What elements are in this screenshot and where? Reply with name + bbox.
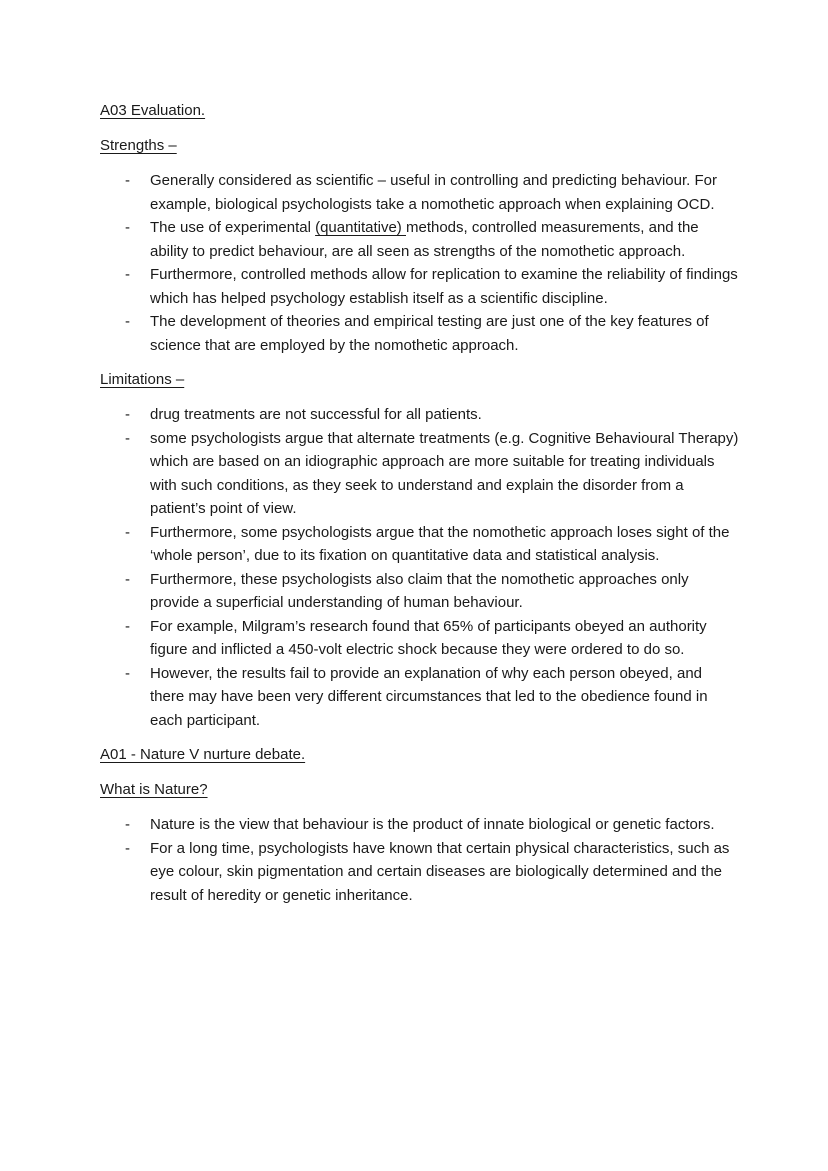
nature-list xyxy=(100,813,740,907)
list-item: - Nature is the view that behaviour is the product of innate biological or genetic factors. xyxy=(100,813,740,837)
heading-strengths: Strengths – xyxy=(100,137,177,154)
list-item: - Furthermore, some psychologists argue that the nomothetic approach loses sight of the ‘whole person’, due to its fixation on quantitative data and statistical analysis. xyxy=(100,521,740,568)
heading-a03-evaluation: A03 Evaluation. xyxy=(100,102,206,119)
limitations-list xyxy=(100,403,740,732)
strengths-list xyxy=(100,169,740,357)
list-item-text: The use of experimental xyxy=(150,219,316,236)
heading-limitations: Limitations – xyxy=(100,371,185,388)
spacer xyxy=(100,766,740,778)
list-item: - Generally considered as scientific – useful in controlling and predicting behaviour. For example, biological psychologists take a nomothetic approach when explaining OCD. xyxy=(100,169,740,216)
list-item-text: methods, controlled measurements, and the ability to predict behaviour, are all seen as strengths of the nomothetic approach. xyxy=(150,219,699,260)
spacer xyxy=(100,122,740,134)
list-item: - some psychologists argue that alternate treatments (e.g. Cognitive Behavioural Therapy) which are based on an idiographic approach are more suitable for treating individuals with such conditions, as they seek to understand and explain the disorder from a patient’s point of view. xyxy=(100,427,740,521)
list-item: - For example, Milgram’s research found that 65% of participants obeyed an authority figure and inflicted a 450-volt electric shock because they were ordered to do so. xyxy=(100,615,740,662)
heading-a01-nature-nurture: A01 - Nature V nurture debate. xyxy=(100,746,306,763)
underlined-term: (quantitative) xyxy=(315,219,406,236)
list-item: - drug treatments are not successful for all patients. xyxy=(100,403,740,427)
list-item: - However, the results fail to provide an explanation of why each person obeyed, and there may have been very different circumstances that led to the obedience found in each participant. xyxy=(100,662,740,733)
list-item: - Furthermore, controlled methods allow for replication to examine the reliability of findings which has helped psychology establish itself as a scientific discipline. xyxy=(100,263,740,310)
list-item: - For a long time, psychologists have known that certain physical characteristics, such as eye colour, skin pigmentation and certain diseases are biologically determined and the result of heredity or genetic inheritance. xyxy=(100,837,740,908)
heading-what-is-nature: What is Nature? xyxy=(100,781,208,798)
document-page xyxy=(100,99,740,918)
list-item: - The development of theories and empirical testing are just one of the key features of science that are employed by the nomothetic approach. xyxy=(100,310,740,357)
list-item xyxy=(100,216,740,263)
list-item: - Furthermore, these psychologists also claim that the nomothetic approaches only provide a superficial understanding of human behaviour. xyxy=(100,568,740,615)
